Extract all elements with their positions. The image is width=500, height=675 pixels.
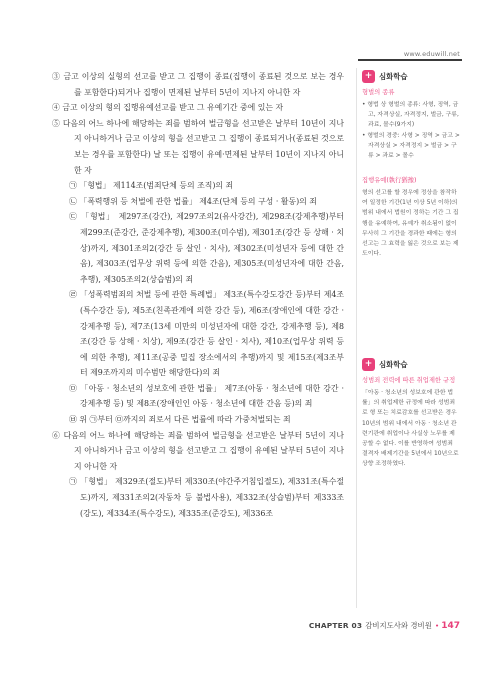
- site-url: www.eduwill.net: [403, 50, 460, 58]
- sidebar-subtitle: 성범죄 전력에 따른 취업제한 규정: [362, 377, 456, 384]
- clause-5-sub-6: ㉥ 위 ㉠부터 ㉤까지의 죄로서 다른 법률에 따라 가중처벌되는 죄: [69, 415, 291, 425]
- clause-5-sub-1: ㉠ 「형법」 제114조(범죄단체 등의 조직)의 죄: [69, 181, 234, 191]
- sidebar-title: 심화학습: [379, 72, 408, 81]
- clause-3: ③ 금고 이상의 실형의 선고를 받고 그 집행이 종료(집행이 종료된 것으로 보는 경우를 포함한다)되거나 집행이 면제된 날부터 5년이 지나지 아니한 자: [52, 72, 344, 97]
- sidebar-box-2: [362, 176, 460, 259]
- sidebar-body: [362, 100, 460, 161]
- clause-4: ④ 금고 이상의 형의 집행유예선고를 받고 그 유예기간 중에 있는 자: [52, 103, 284, 113]
- clause-5-sub-3: ㉢ 「형법」 제297조(강간), 제297조의2(유사강간), 제298조(강제추행)부터 제299조(준강간, 준강제추행), 제300조(미수범), 제301조(강간 등 상해 · 치상)까지, 제301조의2(강간 등 살인 · 치사), 제302조(미성년자 등에 대한 간음), 제303조(업무상 위력 등에 의한 간음), 제305조(미성년자에 대한 간음, 추행), 제305조의2(상습범)의 죄: [69, 212, 344, 284]
- clause-5-sub-2: ㉡ 「폭력행위 등 처벌에 관한 법률」 제4조(단체 등의 구성 · 활동)의 죄: [69, 196, 317, 206]
- chapter-label: CHAPTER 03: [308, 621, 363, 630]
- sidebar-body: 형의 선고를 할 경우에 정상을 참작하여 일정한 기간(1년 이상 5년 이하)의 범위 내에서 법원이 정하는 기간 그 집행을 유예하여, 유예가 취소됨이 없이 무사히 그 기간을 경과한 때에는 형의 선고는 그 효력을 잃은 것으로 보는 제도이다.: [362, 190, 459, 258]
- sidebar-box-3: [362, 358, 460, 470]
- clause-5: ⑤ 다음의 어느 하나에 해당하는 죄를 범하여 벌금형을 선고받은 날부터 10년이 지나지 아니하거나 금고 이상의 형을 선고받고 그 집행이 종료되거나(종료된 것으로 보는 경우를 포함한다) 날 또는 집행이 유예·면제된 날부터 10년이 지나지 아니한 자: [52, 118, 344, 175]
- main-column: [52, 69, 344, 521]
- plus-icon: +: [362, 358, 375, 371]
- plus-icon: +: [362, 70, 375, 83]
- sidebar-divider: [356, 68, 357, 608]
- sidebar-title: 심화학습: [379, 360, 408, 369]
- page-footer: [309, 620, 460, 631]
- clause-5-sub-4: ㉣ 「성폭력범죄의 처벌 등에 관한 특례법」 제3조(특수강도강간 등)부터 제4조(특수강간 등), 제5조(친족관계에 의한 강간 등), 제6조(장애인에 대한 강간 · 강제추행 등), 제7조(13세 미만의 미성년자에 대한 강간, 강제추행 등), 제8조(강간 등 상해 · 치상), 제9조(강간 등 살인 · 치사), 제10조(업무상 위력 등에 의한 추행), 제11조(공중 밀집 장소에서의 추행)까지 및 제15조(제3조부터 제9조까지의 미수범만 해당한다)의 죄: [69, 290, 344, 378]
- header-rule: [358, 59, 462, 61]
- sidebar-subtitle: 집행유예(執行猶豫): [362, 177, 417, 184]
- clause-5-sub-5: ㉤ 「아동 · 청소년의 성보호에 관한 법률」 제7조(아동 · 청소년에 대한 강간 · 강제추행 등) 및 제8조(장애인인 아동 · 청소년에 대한 간음 등)의 죄: [69, 383, 344, 409]
- chapter-name: 감비지도사와 경비원: [365, 621, 432, 630]
- sidebar-bullet: • 형법 상 형벌의 종류: 사형, 징역, 금고, 자격상실, 자격정지, 벌금, 구류, 과료, 몰수(9가지): [362, 100, 460, 131]
- clause-6: ⑥ 다음의 어느 하나에 해당하는 죄를 범하여 벌금형을 선고받은 날부터 5년이 지나지 아니하거나 금고 이상의 형을 선고받고 그 집행이 유예된 날부터 5년이 지나지 아니한 자: [52, 430, 344, 471]
- sidebar-subtitle: 형벌의 종류: [362, 89, 395, 96]
- page-number: 147: [441, 621, 460, 631]
- sidebar-bullet: • 형벌의 경중: 사형 > 징역 > 금고 > 자격상실 > 자격정지 > 벌금 > 구류 > 과료 > 몰수: [362, 131, 460, 162]
- sidebar-box-1: [362, 70, 460, 161]
- sidebar-body: 「아동 · 청소년의 성보호에 관한 법률」의 취업제한 규정에 따라 성범죄로 형 또는 치료감호를 선고받은 경우 10년의 범위 내에서 아동 · 청소년 관련기관에 취업이나 사실상 노무를 제공할 수 없다. 이를 반영하여 성범죄 결격자 배제기간을 5년에서 10년으로 상향 조정하였다.: [362, 390, 459, 468]
- clause-6-sub-1: ㉠ 「형법」 제329조(절도)부터 제330조(야간주거침입절도), 제331조(특수절도)까지, 제331조의2(자동차 등 불법사용), 제332조(상습범)부터 제333조(강도), 제334조(특수강도), 제335조(준강도), 제336조: [69, 477, 344, 518]
- footer-dot: •: [434, 621, 440, 630]
